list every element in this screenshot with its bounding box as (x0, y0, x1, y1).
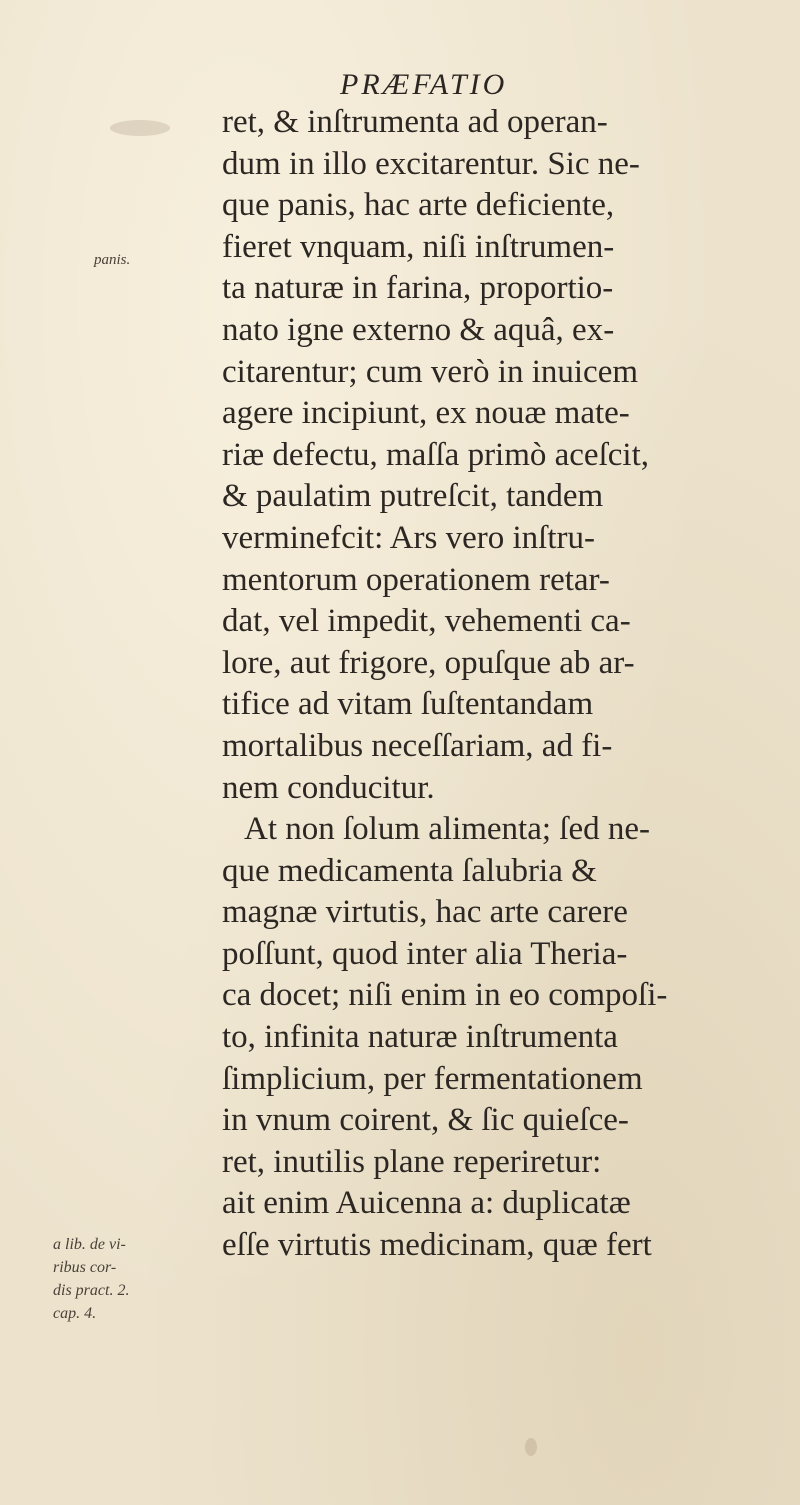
running-title: PRÆFATIO (340, 68, 508, 101)
text-line: que panis, hac arte deficiente, (222, 187, 615, 224)
text-line: mentorum operationem retar- (222, 561, 610, 598)
text-line: ret, & inſtrumenta ad operan- (222, 104, 608, 140)
text-line: in vnum coirent, & ſic quieſce- (222, 1102, 629, 1139)
text-line: & paulatim putreſcit, tandem (222, 478, 604, 515)
margin-note-line: dis pract. 2. (53, 1282, 130, 1299)
text-line: dum in illo excitarentur. Sic ne- (222, 145, 640, 182)
body-text (222, 102, 782, 1267)
text-line: eſſe virtutis medicinam, quæ fert (222, 1227, 652, 1264)
margin-note-reference (53, 1233, 213, 1325)
text-line: mortalibus neceſſariam, ad fi- (222, 727, 613, 764)
margin-note-line: ribus cor- (53, 1259, 117, 1276)
text-line: agere incipiunt, ex nouæ mate- (222, 395, 630, 432)
text-line: lore, aut frigore, opuſque ab ar- (222, 644, 635, 681)
margin-note-panis: panis. (94, 252, 131, 268)
text-line: que medicamenta ſalubria & (222, 852, 597, 889)
text-line: nem conducitur. (222, 769, 435, 806)
text-line: nato igne externo & aquâ, ex- (222, 311, 615, 348)
text-line: ret, inutilis plane reperiretur: (222, 1143, 602, 1180)
text-line-paragraph-start: At non ſolum alimenta; ſed ne- (244, 811, 650, 848)
text-line: ſimplicium, per fermentationem (222, 1060, 643, 1097)
text-line: to, infinita naturæ inſtrumenta (222, 1019, 618, 1056)
text-line: riæ defectu, maſſa primò aceſcit, (222, 436, 649, 473)
text-line: fieret vnquam, niſi inſtrumen- (222, 228, 615, 265)
text-line: tifice ad vitam ſuſtentandam (222, 686, 594, 723)
text-line: poſſunt, quod inter alia Theria- (222, 935, 628, 972)
text-line: ait enim Auicenna a: duplicatæ (222, 1185, 631, 1222)
paper-stain (110, 120, 170, 136)
text-line: ta naturæ in farina, proportio- (222, 270, 614, 307)
text-line: citarentur; cum verò in inuicem (222, 353, 639, 390)
text-line: magnæ virtutis, hac arte carere (222, 894, 628, 931)
margin-note-line: cap. 4. (53, 1305, 97, 1322)
text-line: dat, vel impedit, vehementi ca- (222, 603, 631, 640)
text-line: verminefcit: Ars vero inſtru- (222, 519, 595, 556)
paper-stain (525, 1438, 537, 1456)
margin-note-line: a lib. de vi- (53, 1236, 126, 1253)
text-line: ca docet; niſi enim in eo compoſi- (222, 977, 668, 1014)
